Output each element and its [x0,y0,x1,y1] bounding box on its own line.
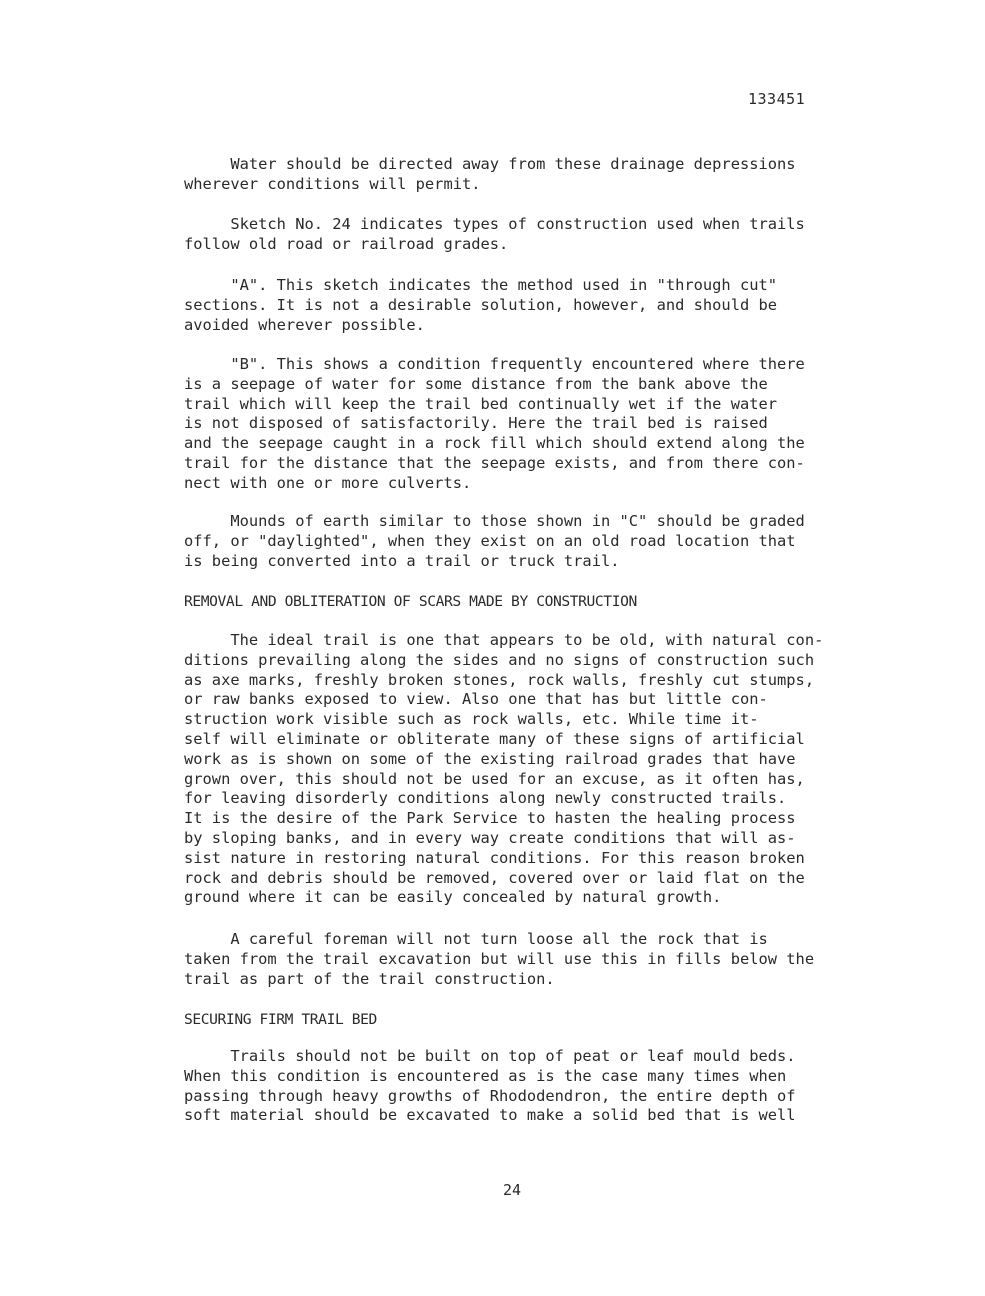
paragraph-sketch-b: "B". This shows a condition frequently encountered where there is a seepage of water for some distance from the bank above the trail which will keep the trail bed continually wet if the water is not disposed of satisfactorily. Here the trail bed is raised and the seepage caught in a rock fill which should extend along the trail for the distance that the seepage exists, and from there con- nect with one or more culverts. [184,355,805,492]
paragraph-drainage: Water should be directed away from these drainage depressions wherever conditions will permit. [184,155,796,193]
paragraph-sketch-24: Sketch No. 24 indicates types of construction used when trails follow old road or railroad grades. [184,215,805,253]
paragraph-peat-beds: Trails should not be built on top of peat or leaf mould beds. When this condition is encountered as is the case many times when passing through heavy growths of Rhododendron, the entire depth of soft material should be excavated to make a solid bed that is well [184,1047,796,1125]
section-heading-removal: REMOVAL AND OBLITERATION OF SCARS MADE BY CONSTRUCTION [184,593,637,610]
paragraph-mounds: Mounds of earth similar to those shown in "C" should be graded off, or "daylighted", when they exist on an old road location that is being converted into a trail or truck trail. [184,512,805,570]
document-number: 133451 [748,90,806,108]
paragraph-careful-foreman: A careful foreman will not turn loose all the rock that is taken from the trail excavation but will use this in fills below the trail as part of the trail construction. [184,930,815,988]
section-heading-firm-trail-bed: SECURING FIRM TRAIL BED [184,1011,377,1028]
paragraph-sketch-a: "A". This sketch indicates the method used in "through cut" sections. It is not a desirable solution, however, and should be avoided wherever possible. [184,276,778,334]
page-number: 24 [503,1181,522,1199]
paragraph-ideal-trail: The ideal trail is one that appears to be old, with natural con- ditions prevailing along the sides and no signs of construction such as axe marks, freshly broken stones, rock walls, freshly cut stumps, or raw banks exposed to view. Also one that has but little con- struction work visible such as rock walls, etc. While time it- self will eliminate or obliterate many of these signs of artificial work as is shown on some of the existing railroad grades that have grown over, this should not be used for an excuse, as it often has, for leaving disorderly conditions along newly constructed trails. It is the desire of the Park Service to hasten the healing process by sloping banks, and in every way create conditions that will as- sist nature in restoring natural conditions. For this reason broken rock and debris should be removed, covered over or laid flat on the ground where it can be easily concealed by natural growth. [184,631,824,907]
